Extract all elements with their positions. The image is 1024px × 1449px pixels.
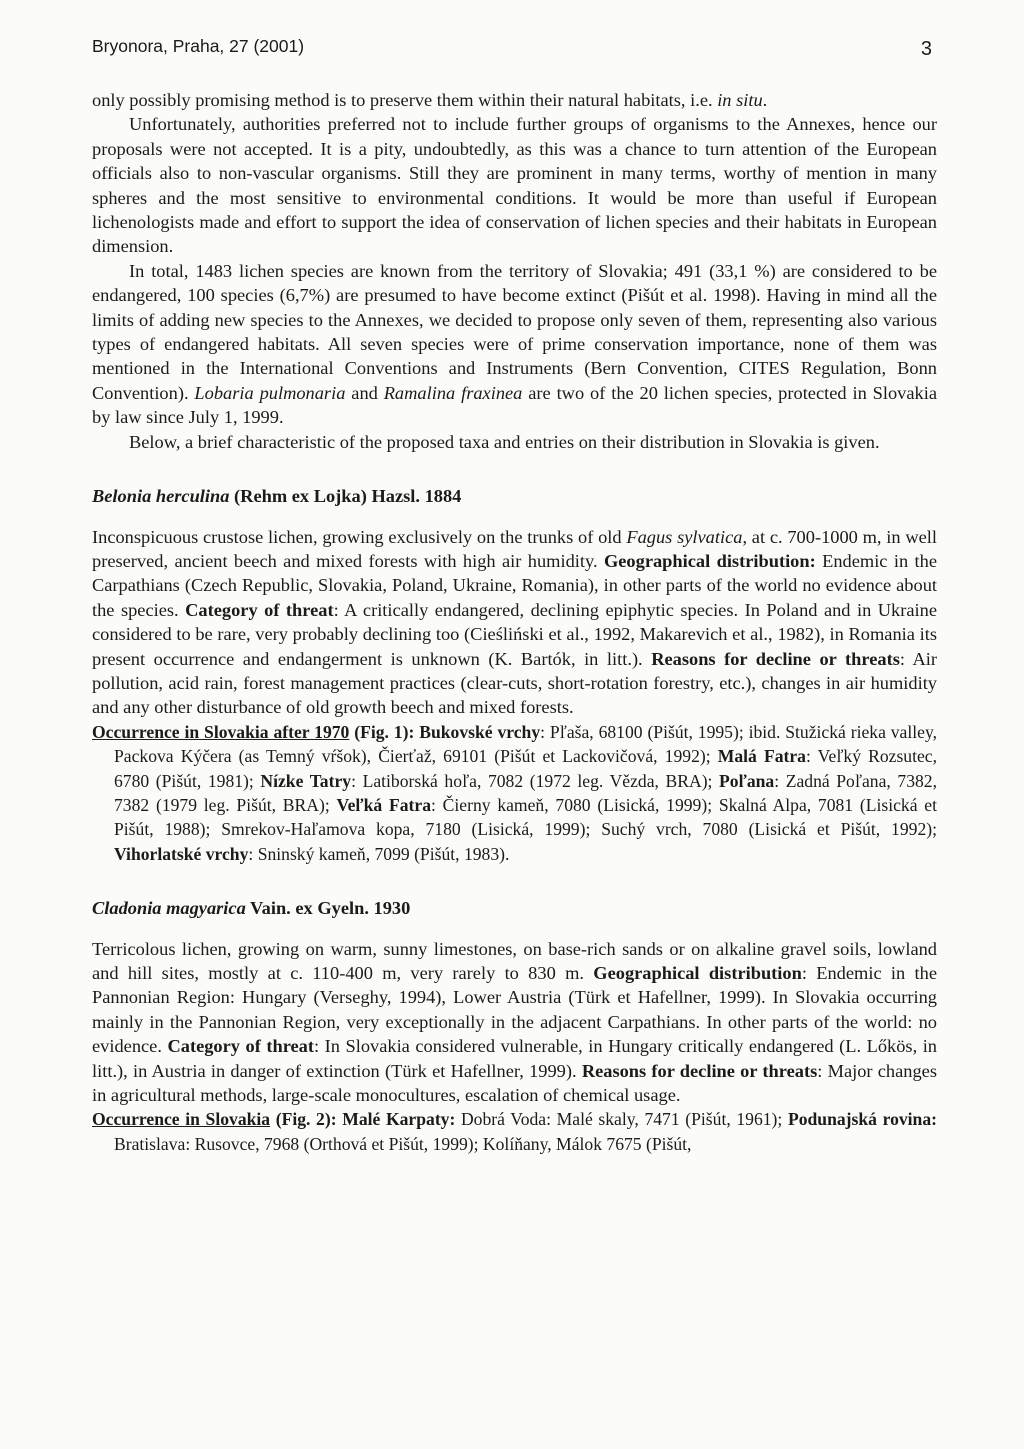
bold-run: Bukovské vrchy	[419, 721, 541, 742]
species-heading	[92, 896, 937, 920]
bold-run: Category of threat	[185, 599, 334, 620]
text-run: Inconspicuous crustose lichen, growing exclusively on the trunks of old	[92, 526, 627, 547]
bold-run: Malá Fatra	[717, 746, 806, 767]
journal-citation: Bryonora, Praha, 27 (2001)	[92, 36, 305, 56]
text-run: Dobrá Voda: Malé skaly, 7471 (Pišút, 1961);	[455, 1109, 788, 1130]
occurrence-label: Occurrence in Slovakia	[92, 1109, 271, 1130]
bold-run: Vihorlatské vrchy	[114, 843, 249, 864]
text-run: : Air pollution, acid rain, forest management practices (clear-cuts, short-rotation forestry, etc.), changes in air humidity and any other disturbance of old growth beech and mixed forests.	[92, 648, 937, 718]
text-run: : Zadná Poľana, 7382, 7382 (1979 leg. Pišút, BRA);	[114, 770, 938, 815]
species-section-1	[92, 484, 937, 866]
text-run: : Sninský kameň, 7099 (Pišút, 1983).	[248, 843, 510, 864]
occurrence-label: Occurrence in Slovakia after 1970	[92, 721, 350, 742]
text-run: Below, a brief characteristic of the proposed taxa and entries on their distribution in Slovakia is given.	[129, 431, 880, 452]
bold-run: Veľká Fatra	[336, 794, 432, 815]
intro-paragraph-2	[92, 112, 937, 258]
text-run: : Pľaša, 68100 (Pišút, 1995); ibid. Stužická rieka valley, Packova Kýčera (as Temný vŕšok), Čierťaž, 69101 (Pišút et Lackovičová, 1992);	[114, 721, 937, 767]
intro-paragraph-4	[92, 430, 937, 454]
page-number: 3	[920, 38, 932, 60]
bold-run: Reasons for decline or threats	[651, 648, 900, 669]
species-name: Belonia herculina	[92, 486, 230, 507]
italic-run: in situ	[717, 90, 763, 110]
text-run: : Latiborská hoľa, 7082 (1972 leg. Vězda, BRA);	[351, 770, 720, 791]
text-run: : Endemic in the Pannonian Region: Hungary (Verseghy, 1994), Lower Austria (Türk et Hafellner, 1999). In Slovakia occurring mainly in the Pannonian Region, very exceptionally in the adjacent Carpathians. In other parts of the world: no evidence.	[92, 963, 937, 1057]
bold-run: Reasons for decline or threats	[581, 1060, 818, 1081]
bold-run: (Fig. 2):	[275, 1109, 337, 1130]
text-run: , at c. 700-1000 m, in well preserved, ancient beech and mixed forests with high air humidity.	[92, 526, 938, 571]
text-run: : In Slovakia considered vulnerable, in Hungary critically endangered (L. Lőkös, in litt.), in Austria in danger of extinction (Türk et Hafellner, 1999).	[92, 1036, 937, 1081]
text-run: : A critically endangered, declining epiphytic species. In Poland and in Ukraine considered to be rare, very probably declining too (Cieśliński et al., 1992, Makarevich et al., 1982), in Romania its present occurrence and endangerment is unknown (K. Bartók, in litt.).	[92, 599, 937, 669]
occurrence-paragraph	[92, 1107, 937, 1156]
species-description	[92, 525, 937, 720]
species-name: Cladonia magyarica	[92, 898, 246, 919]
bold-run: Podunajská rovina:	[787, 1109, 937, 1130]
bold-run: Nízke Tatry	[260, 770, 352, 791]
italic-run: Lobaria pulmonaria	[194, 382, 346, 403]
bold-run: Geographical distribution:	[603, 550, 816, 571]
text-run: Bratislava: Rusovce, 7968 (Orthová et Pišút, 1999); Kolíňany, Málok 7675 (Pišút,	[114, 1133, 692, 1154]
italic-run: Ramalina fraxinea	[383, 382, 523, 403]
species-section-2	[92, 896, 937, 1156]
text-run: .	[762, 90, 768, 110]
text-run: and	[345, 382, 384, 403]
occurrence-paragraph	[92, 720, 937, 866]
running-header	[92, 36, 932, 61]
occurrence-text	[114, 722, 937, 864]
bold-run: (Fig. 1):	[354, 721, 415, 742]
text-run: Unfortunately, authorities preferred not to include further groups of organisms to the Annexes, hence our proposals were not accepted. It is a pity, undoubtedly, as this was a chance to turn attention of the European officials also to non-vascular organisms. Still they are prominent in many terms, worthy of mention in many spheres and the most sensitive to environmental conditions. It would be more than useful if European lichenologists made and effort to support the idea of conservation of lichen species and their habitats in European dimension.	[92, 114, 937, 257]
text-run: In total, 1483 lichen species are known from the territory of Slovakia; 491 (33,1 %) are considered to be endangered, 100 species (6,7%) are presumed to have become extinct (Pišút et al. 1998). Having in mind all the limits of adding new species to the Annexes, we decided to propose only seven of them, representing also various types of endangered habitats. All seven species were of prime conservation importance, none of them was mentioned in the International Conventions and Instruments (Bern Convention, CITES Regulation, Bonn Convention).	[92, 260, 937, 403]
text-run: only possibly promising method is to preserve them within their natural habitats, i.e.	[92, 90, 718, 110]
body-text	[92, 88, 937, 1156]
text-run: : Veľký Rozsutec, 6780 (Pišút, 1981);	[114, 746, 938, 791]
bold-run: Category of threat	[167, 1036, 315, 1057]
bold-run: Poľana	[719, 770, 775, 791]
species-heading	[92, 484, 937, 508]
bold-run: Geographical distribution	[593, 963, 802, 983]
italic-run: Fagus sylvatica	[626, 526, 743, 547]
species-authority: (Rehm ex Lojka) Hazsl. 1884	[229, 486, 462, 507]
intro-paragraph-3	[92, 259, 937, 430]
text-run: are two of the 20 lichen species, protected in Slovakia by law since July 1, 1999.	[92, 382, 938, 428]
intro-paragraph-1	[92, 88, 937, 112]
species-description	[92, 937, 937, 1108]
text-run: : Čierny kameň, 7080 (Lisická, 1999); Skalná Alpa, 7081 (Lisická et Pišút, 1988); Smrekov-Haľamova kopa, 7180 (Lisická, 1999); Suchý vrch, 7080 (Lisická et Pišút, 1992);	[114, 794, 937, 840]
text-run: Terricolous lichen, growing on warm, sunny limestones, on base-rich sands or on alkaline gravel soils, lowland and hill sites, mostly at c. 110-400 m, very rarely to 830 m.	[92, 938, 937, 983]
text-run: : Major changes in agricultural methods, large-scale monocultures, escalation of chemical usage.	[92, 1060, 938, 1106]
species-authority: Vain. ex Gyeln. 1930	[245, 898, 411, 919]
bold-run: Malé Karpaty:	[342, 1109, 456, 1130]
text-run: Endemic in the Carpathians (Czech Republic, Slovakia, Poland, Ukraine, Romania), in other parts of the world no evidence about the species.	[92, 550, 937, 620]
